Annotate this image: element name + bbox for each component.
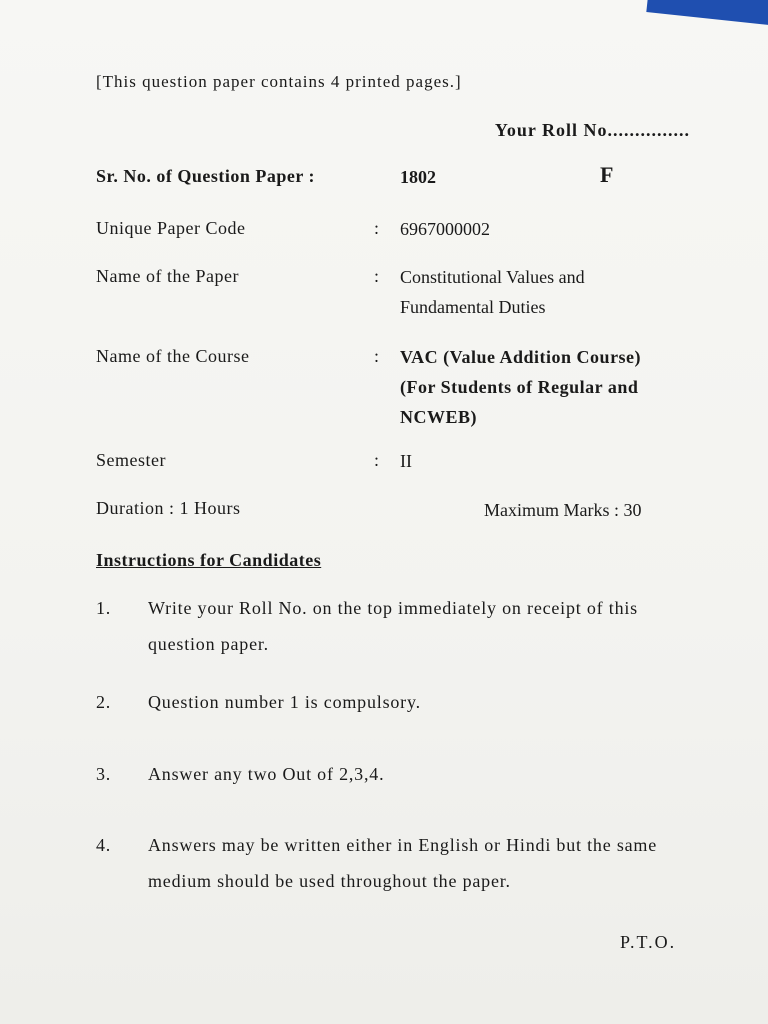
blue-background-corner	[646, 0, 768, 28]
colon: :	[374, 346, 380, 366]
paper-code-value: 6967000002	[400, 219, 490, 239]
instruction-text: Answer any two Out of 2,3,4.	[148, 764, 385, 784]
pages-note: [This question paper contains 4 printed pages.]	[96, 72, 462, 91]
paper-code-label: Unique Paper Code	[96, 218, 246, 238]
instructions-title: Instructions for Candidates	[96, 550, 322, 570]
instruction-text: Question number 1 is compulsory.	[148, 692, 421, 712]
paper-name-value: Constitutional Values and Fundamental Duties	[400, 267, 585, 317]
colon: :	[374, 218, 380, 238]
semester-value: II	[400, 451, 412, 471]
serial-number-value: 1802	[400, 167, 436, 187]
set-code: F	[600, 162, 614, 187]
instruction-number: 3.	[96, 764, 112, 784]
course-name-label: Name of the Course	[96, 346, 250, 366]
maximum-marks: Maximum Marks : 30	[484, 500, 642, 520]
colon: :	[374, 266, 380, 286]
duration-text: Duration : 1 Hours	[96, 498, 241, 518]
roll-number-field: Your Roll No...............	[494, 120, 690, 140]
course-name-value: VAC (Value Addition Course) (For Students of Regular and NCWEB)	[400, 347, 642, 427]
instruction-number: 1.	[96, 598, 112, 618]
colon: :	[374, 450, 380, 470]
instruction-number: 2.	[96, 692, 112, 712]
instruction-text: Write your Roll No. on the top immediately on receipt of this question paper.	[148, 598, 638, 654]
semester-label: Semester	[96, 450, 166, 470]
please-turn-over: P.T.O.	[620, 932, 677, 952]
instruction-number: 4.	[96, 835, 112, 855]
instruction-text: Answers may be written either in English or Hindi but the same medium should be used throughout the paper.	[148, 835, 658, 891]
paper-name-label: Name of the Paper	[96, 266, 239, 286]
serial-number-label: Sr. No. of Question Paper :	[96, 166, 316, 186]
